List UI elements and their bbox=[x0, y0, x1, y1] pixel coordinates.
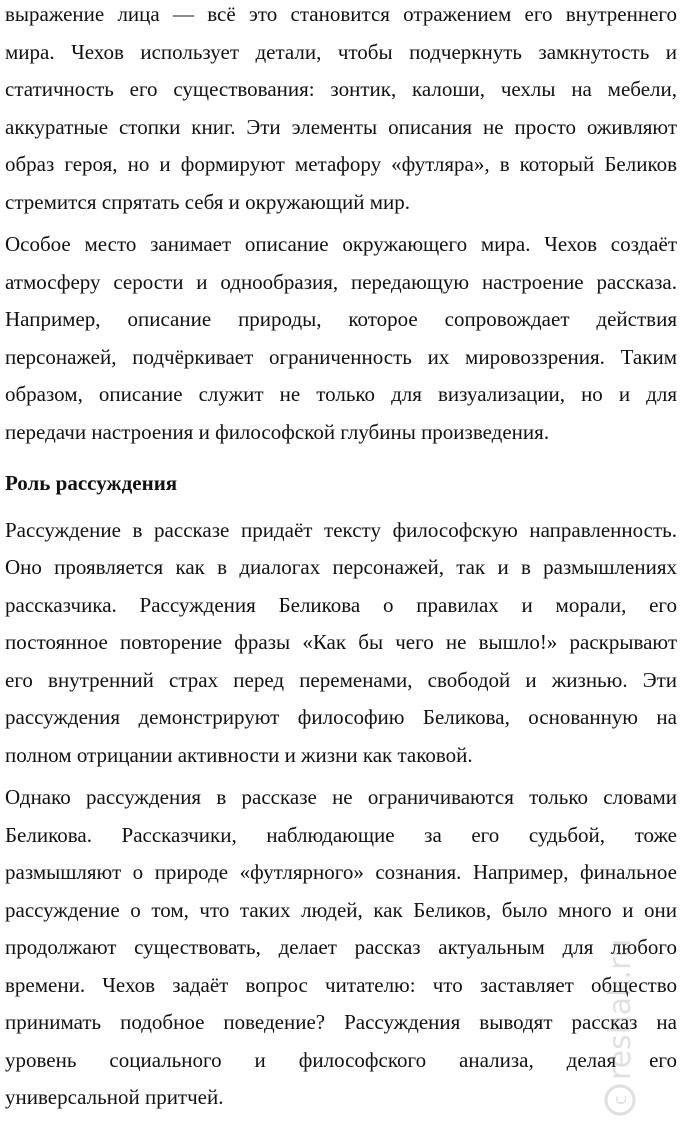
paragraph bbox=[5, 226, 677, 451]
text-line: рассуждение о том, что таких людей, как Беликов, было много и они bbox=[5, 897, 677, 922]
text-line: аккуратные стопки книг. Эти элементы описания не просто оживляют bbox=[5, 114, 677, 139]
text-line: продолжают существовать, делает рассказ актуальным для любого bbox=[5, 935, 677, 959]
text-line: атмосферу серости и однообразия, передающую настроение рассказа. bbox=[5, 269, 677, 294]
text-line: Особое место занимает описание окружающего мира. Чехов создаёт bbox=[5, 232, 677, 256]
text-line: статичность его существования: зонтик, калоши, чехлы на мебели, bbox=[5, 77, 677, 101]
text-line: Оно проявляется как в диалогах персонажей, так и в размышлениях bbox=[5, 555, 677, 579]
text-line: Например, описание природы, которое сопровождает действия bbox=[5, 307, 677, 331]
paragraph bbox=[5, 0, 677, 221]
text-line: образом, описание служит не только для визуализации, но и для bbox=[5, 382, 677, 406]
paragraph bbox=[5, 512, 677, 775]
paragraph bbox=[5, 779, 677, 1117]
section-description bbox=[5, 0, 677, 451]
text-line: размышляют о природе «футлярного» сознания. Например, финальное bbox=[5, 860, 677, 884]
svg-text:reshak.ru: reshak.ru bbox=[603, 938, 638, 1080]
section-heading: Роль рассуждения bbox=[5, 471, 178, 495]
text-line: образ героя, но и формируют метафору «футляра», в который Беликов bbox=[5, 152, 677, 176]
text-line: Однако рассуждения в рассказе не ограничиваются только словами bbox=[5, 785, 677, 809]
text-line: Беликова. Рассказчики, наблюдающие за его судьбой, тоже bbox=[5, 822, 677, 847]
section-reasoning bbox=[5, 512, 677, 1117]
text-line: уровень социального и философского анализа, делая его bbox=[5, 1047, 677, 1072]
text-line: рассуждения демонстрируют философию Беликова, основанную на bbox=[5, 705, 677, 729]
text-line: стремится спрятать себя и окружающий мир. bbox=[5, 189, 410, 214]
text-line: времени. Чехов задаёт вопрос читателю: что заставляет общество bbox=[5, 972, 677, 997]
text-line: рассказчика. Рассуждения Беликова о правилах и морали, его bbox=[5, 592, 677, 617]
document-page bbox=[5, 0, 677, 1122]
text-line: Рассуждение в рассказе придаёт тексту философскую направленность. bbox=[5, 517, 677, 542]
text-line: универсальной притчей. bbox=[5, 1085, 224, 1109]
text-line: персонажей, подчёркивает ограниченность их мировоззрения. Таким bbox=[5, 344, 677, 369]
text-line: передачи настроения и философской глубины произведения. bbox=[5, 419, 550, 444]
text-line: полном отрицании активности и жизни как таковой. bbox=[5, 742, 473, 767]
svg-text:c: c bbox=[610, 1095, 631, 1105]
text-line: мира. Чехов использует детали, чтобы подчеркнуть замкнутость и bbox=[5, 39, 677, 64]
text-line: его внутренний страх перед переменами, свободой и жизнью. Эти bbox=[5, 667, 677, 692]
text-line: выражение лица — всё это становится отражением его внутреннего bbox=[5, 2, 677, 26]
text-line: принимать подобное поведение? Рассуждения выводят рассказ на bbox=[5, 1010, 677, 1034]
text-line: постоянное повторение фразы «Как бы чего не вышло!» раскрывают bbox=[5, 630, 677, 654]
